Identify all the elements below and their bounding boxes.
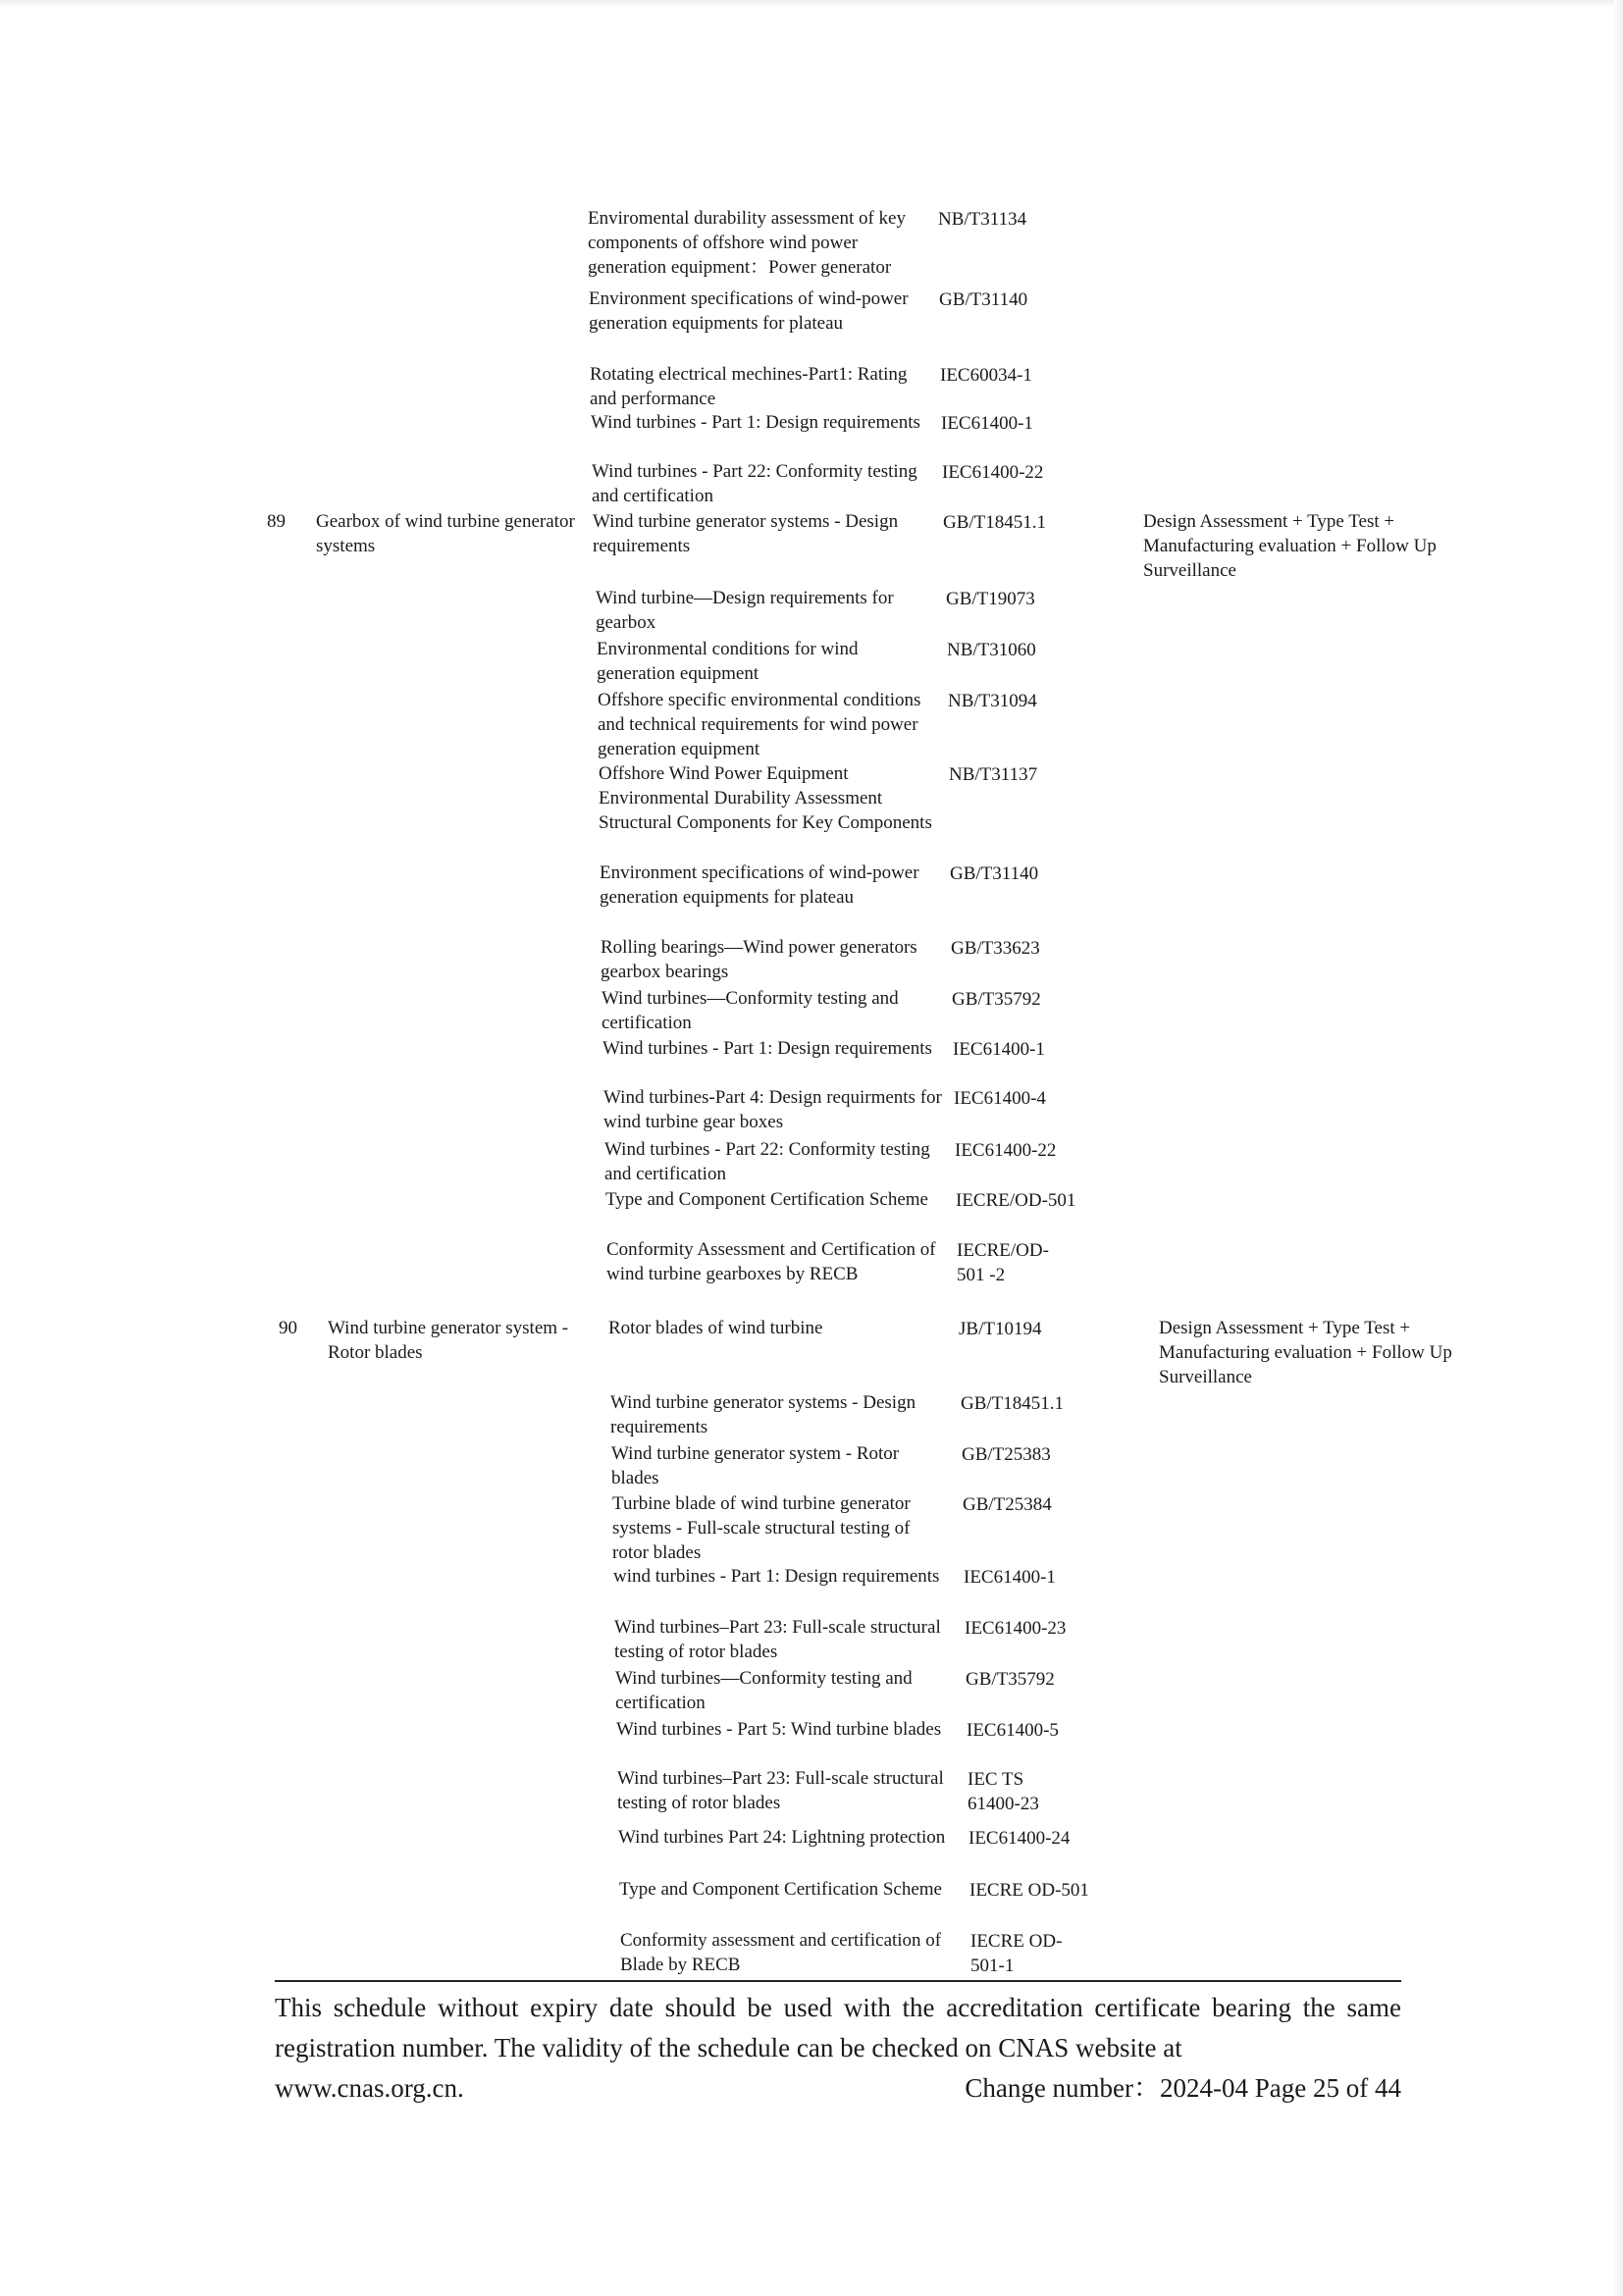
- item-number: [277, 1877, 328, 1903]
- table-row: [265, 1564, 1111, 1590]
- standard-title: Wind turbine generator system - Rotor blades: [611, 1443, 900, 1488]
- standard-title: Wind turbines—Conformity testing and certification: [602, 988, 899, 1033]
- table-row: [265, 1928, 1078, 1978]
- standard-title: Wind turbines - Part 22: Conformity testing and certification: [592, 461, 917, 506]
- product-name: [316, 935, 601, 984]
- standard-code: IEC61400-1: [953, 1039, 1045, 1060]
- footer-last-line: [275, 2068, 1401, 2109]
- standard-title: Environmental conditions for wind generation equipment: [597, 639, 859, 684]
- standard-code: GB/T35792: [966, 1669, 1055, 1690]
- product-name: [316, 1036, 602, 1062]
- item-number: [265, 459, 316, 508]
- standard-code: GB/T19073: [946, 589, 1035, 609]
- product-name: [316, 1137, 604, 1186]
- scan-right-edge: [1613, 0, 1623, 2296]
- standard-code: GB/T18451.1: [961, 1393, 1065, 1414]
- standard-title: Wind turbines - Part 22: Conformity testing and certification: [604, 1139, 930, 1184]
- item-number: [265, 586, 316, 635]
- item-number: [265, 1036, 316, 1062]
- item-number: [265, 362, 316, 411]
- table-row: [265, 1036, 1100, 1062]
- table-row: [265, 935, 1098, 984]
- item-number: [265, 410, 316, 436]
- footer-website: www.cnas.org.cn.: [275, 2073, 464, 2103]
- product-name: [316, 1237, 606, 1287]
- product-name: [328, 1928, 620, 1978]
- table-row: [265, 1085, 1101, 1134]
- standard-title: Wind turbine generator systems - Design requirements: [593, 511, 899, 556]
- product-name: [328, 1491, 612, 1565]
- certification-scope: Design Assessment + Type Test + Manufacturing evaluation + Follow Up Surveillance: [1143, 511, 1437, 581]
- table-row: [265, 206, 1085, 280]
- standard-code: IEC61400-4: [954, 1088, 1046, 1109]
- standard-title: Offshore Wind Power Equipment Environmental Durability Assessment Structural Components for Key Components: [599, 763, 932, 833]
- table-row: [265, 986, 1099, 1035]
- standard-code: NB/T31094: [948, 691, 1037, 711]
- standard-title: Environment specifications of wind-power generation equipments for plateau: [600, 862, 919, 908]
- item-number: [277, 1390, 328, 1439]
- standard-code: GB/T33623: [951, 938, 1040, 959]
- table-row: [265, 1666, 1113, 1715]
- product-name: [316, 637, 597, 686]
- certification-scope: Design Assessment + Type Test + Manufacturing evaluation + Follow Up Surveillance: [1159, 1318, 1452, 1387]
- standard-code: GB/T25384: [963, 1494, 1052, 1515]
- product-name: [316, 861, 600, 910]
- product-name: [316, 1187, 605, 1213]
- standard-code: IEC TS 61400-23: [968, 1769, 1039, 1814]
- product-name: [328, 1766, 617, 1816]
- product-name: [328, 1390, 610, 1439]
- footer-change-number: Change number：2024-04 Page 25 of 44: [965, 2073, 1401, 2103]
- item-number: [277, 1564, 328, 1590]
- standard-code: IEC61400-22: [955, 1140, 1057, 1161]
- standard-title: Wind turbine generator systems - Design requirements: [610, 1392, 916, 1437]
- standard-title: Enviromental durability assessment of key components of offshore wind power generation equipment：Power generator: [588, 208, 906, 278]
- product-name: [316, 459, 592, 508]
- table-row: [265, 410, 1088, 436]
- page-footer: [275, 1980, 1401, 2109]
- product-name: [328, 1717, 616, 1743]
- product-name: [316, 362, 590, 411]
- table-row: [265, 362, 1087, 411]
- item-number: [265, 986, 316, 1035]
- table-row: [265, 637, 1094, 686]
- table-row: [265, 1717, 1114, 1743]
- item-number: [277, 1615, 328, 1664]
- product-name: [316, 761, 599, 835]
- standard-code: GB/T18451.1: [943, 512, 1047, 533]
- standard-title: Turbine blade of wind turbine generator systems - Full-scale structural testing of rotor blades: [612, 1493, 911, 1563]
- product-name: [316, 206, 588, 280]
- table-row: [265, 1390, 1108, 1439]
- standard-title: Wind turbines–Part 23: Full-scale structural testing of rotor blades: [617, 1768, 944, 1813]
- standard-code: NB/T31137: [949, 764, 1038, 785]
- standard-title: Wind turbines–Part 23: Full-scale structural testing of rotor blades: [614, 1617, 941, 1662]
- standard-title: Wind turbines - Part 1: Design requirements: [591, 412, 920, 433]
- item-number: [277, 1441, 328, 1490]
- item-number: 89: [267, 511, 286, 532]
- product-name: [316, 287, 589, 336]
- table-row: [265, 1825, 1116, 1851]
- standard-code: GB/T31140: [950, 863, 1039, 884]
- standard-code: IECRE/OD-501 -2: [957, 1240, 1049, 1285]
- table-row: [265, 287, 1086, 336]
- product-name: [328, 1877, 619, 1903]
- standard-title: Rotor blades of wind turbine: [608, 1318, 823, 1338]
- table-row: [265, 459, 1089, 508]
- table-row: [265, 1877, 1117, 1903]
- table-row: [265, 1316, 1452, 1387]
- standard-code: IEC61400-1: [964, 1567, 1056, 1588]
- standard-title: Wind turbine—Design requirements for gearbox: [596, 588, 894, 633]
- table-row: [265, 509, 1437, 581]
- standard-title: Rotating electrical mechines-Part1: Rating and performance: [590, 364, 908, 409]
- product-name: Gearbox of wind turbine generator systems: [316, 511, 575, 556]
- standard-code: NB/T31134: [938, 209, 1027, 230]
- standard-code: IEC61400-22: [942, 462, 1044, 483]
- table-row: [265, 586, 1093, 635]
- item-number: [277, 1825, 328, 1851]
- item-number: 90: [279, 1318, 297, 1338]
- standard-title: Type and Component Certification Scheme: [619, 1879, 942, 1900]
- footer-note: This schedule without expiry date should be used with the accreditation certificate bearing the same registration number. The validity of the schedule can be checked on CNAS website at: [275, 1993, 1401, 2062]
- standard-title: Wind turbines—Conformity testing and certification: [615, 1668, 913, 1713]
- product-name: [316, 688, 598, 761]
- item-number: [265, 861, 316, 910]
- item-number: [265, 637, 316, 686]
- standard-code: GB/T35792: [952, 989, 1041, 1010]
- standard-title: Type and Component Certification Scheme: [605, 1189, 928, 1210]
- item-number: [277, 1717, 328, 1743]
- table-row: [265, 1491, 1110, 1565]
- standard-code: GB/T25383: [962, 1444, 1051, 1465]
- table-row: [265, 761, 1096, 835]
- standard-title: Wind turbines - Part 5: Wind turbine blades: [616, 1719, 942, 1740]
- item-number: [265, 287, 316, 336]
- standard-title: Conformity Assessment and Certification of wind turbine gearboxes by RECB: [606, 1239, 936, 1284]
- item-number: [277, 1491, 328, 1565]
- product-name: [316, 410, 591, 436]
- product-name: [328, 1441, 611, 1490]
- item-number: [277, 1766, 328, 1816]
- standard-code: GB/T31140: [939, 289, 1028, 310]
- table-row: [265, 1187, 1103, 1213]
- item-number: [265, 761, 316, 835]
- product-name: [328, 1615, 614, 1664]
- standard-title: Wind turbines - Part 1: Design requirements: [602, 1038, 932, 1059]
- item-number: [277, 1666, 328, 1715]
- item-number: [277, 1928, 328, 1978]
- table-row: [265, 1237, 1065, 1287]
- item-number: [265, 1187, 316, 1213]
- product-name: [328, 1825, 618, 1851]
- standard-code: IECRE OD-501-1: [970, 1931, 1063, 1976]
- standard-title: Conformity assessment and certification of Blade by RECB: [620, 1930, 942, 1975]
- table-row: [265, 1441, 1109, 1490]
- item-number: [265, 206, 316, 280]
- table-row: [265, 1766, 1075, 1816]
- standard-code: IECRE OD-501: [969, 1880, 1089, 1901]
- product-name: Wind turbine generator system - Rotor blades: [328, 1318, 569, 1363]
- product-name: [328, 1564, 613, 1590]
- standard-title: Wind turbines Part 24: Lightning protection: [618, 1827, 946, 1848]
- standard-code: JB/T10194: [959, 1319, 1042, 1339]
- standard-title: Environment specifications of wind-power generation equipments for plateau: [589, 288, 909, 334]
- table-row: [265, 1615, 1112, 1664]
- standard-code: IEC61400-1: [941, 413, 1033, 434]
- item-number: [265, 935, 316, 984]
- table-row: [265, 861, 1097, 910]
- table-row: [265, 688, 1095, 761]
- standard-code: IEC61400-24: [969, 1828, 1071, 1849]
- standard-title: Offshore specific environmental conditions and technical requirements for wind power generation equipment: [598, 690, 921, 759]
- standard-title: Rolling bearings—Wind power generators gearbox bearings: [601, 937, 917, 982]
- standard-title: wind turbines - Part 1: Design requirements: [613, 1566, 940, 1587]
- product-name: [316, 586, 596, 635]
- product-name: [328, 1666, 615, 1715]
- table-row: [265, 1137, 1102, 1186]
- standard-code: IEC61400-5: [967, 1720, 1059, 1741]
- standard-title: Wind turbines-Part 4: Design requirments for wind turbine gear boxes: [603, 1087, 942, 1132]
- item-number: [265, 688, 316, 761]
- item-number: [265, 1137, 316, 1186]
- footer-rule: [275, 1980, 1401, 1982]
- standard-code: IEC61400-23: [965, 1618, 1067, 1639]
- product-name: [316, 986, 602, 1035]
- product-name: [316, 1085, 603, 1134]
- item-number: [265, 1085, 316, 1134]
- standard-code: NB/T31060: [947, 640, 1036, 660]
- item-number: [265, 1237, 316, 1287]
- standard-code: IEC60034-1: [940, 365, 1032, 386]
- standard-code: IECRE/OD-501: [956, 1190, 1076, 1211]
- scan-top-edge: [0, 0, 1623, 8]
